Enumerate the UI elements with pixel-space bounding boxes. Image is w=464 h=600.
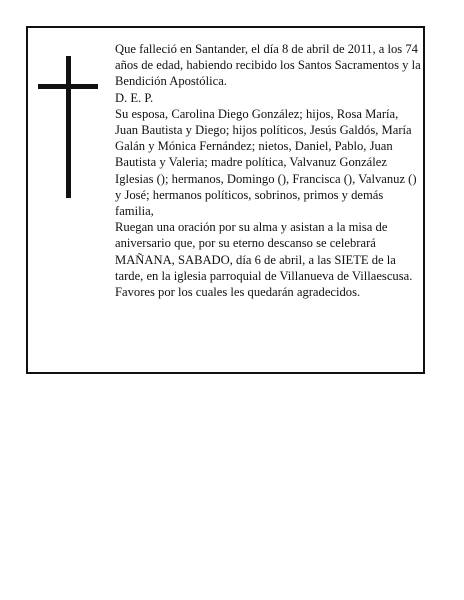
request-paragraph: Ruegan una oración por su alma y asistan a la misa de aniversario que, por su eterno descanso se celebrará MAÑANA, SABADO, día 6 de abril, a las SIETE de la tarde, en la iglesia parroquial de Villanueva de Villaescusa. Favores por los cuales les quedarán agradecidos. [115,220,413,300]
notice-text [115,41,423,300]
dep-line: D. E. P. [115,90,154,105]
obituary-notice [26,26,425,374]
intro-paragraph: Que falleció en Santander, el día 8 de abril de 2011, a los 74 años de edad, habiendo recibido los Santos Sacramentos y la Bendición Apostólica. [115,42,421,89]
family-paragraph: Su esposa, Carolina Diego González; hijos, Rosa María, Juan Bautista y Diego; hijos políticos, Jesús Galdós, María Galán y Mónica Fernández; nietos, Daniel, Pablo, Juan Bautista y Valeria; madre política, Valvanuz González Iglesias (); hermanos, Domingo (), Francisca (), Valvanuz () y José; hermanos políticos, sobrinos, primos y demás familia, [115,106,417,219]
cross-horizontal-bar [38,84,98,89]
cross-vertical-bar [66,56,71,198]
